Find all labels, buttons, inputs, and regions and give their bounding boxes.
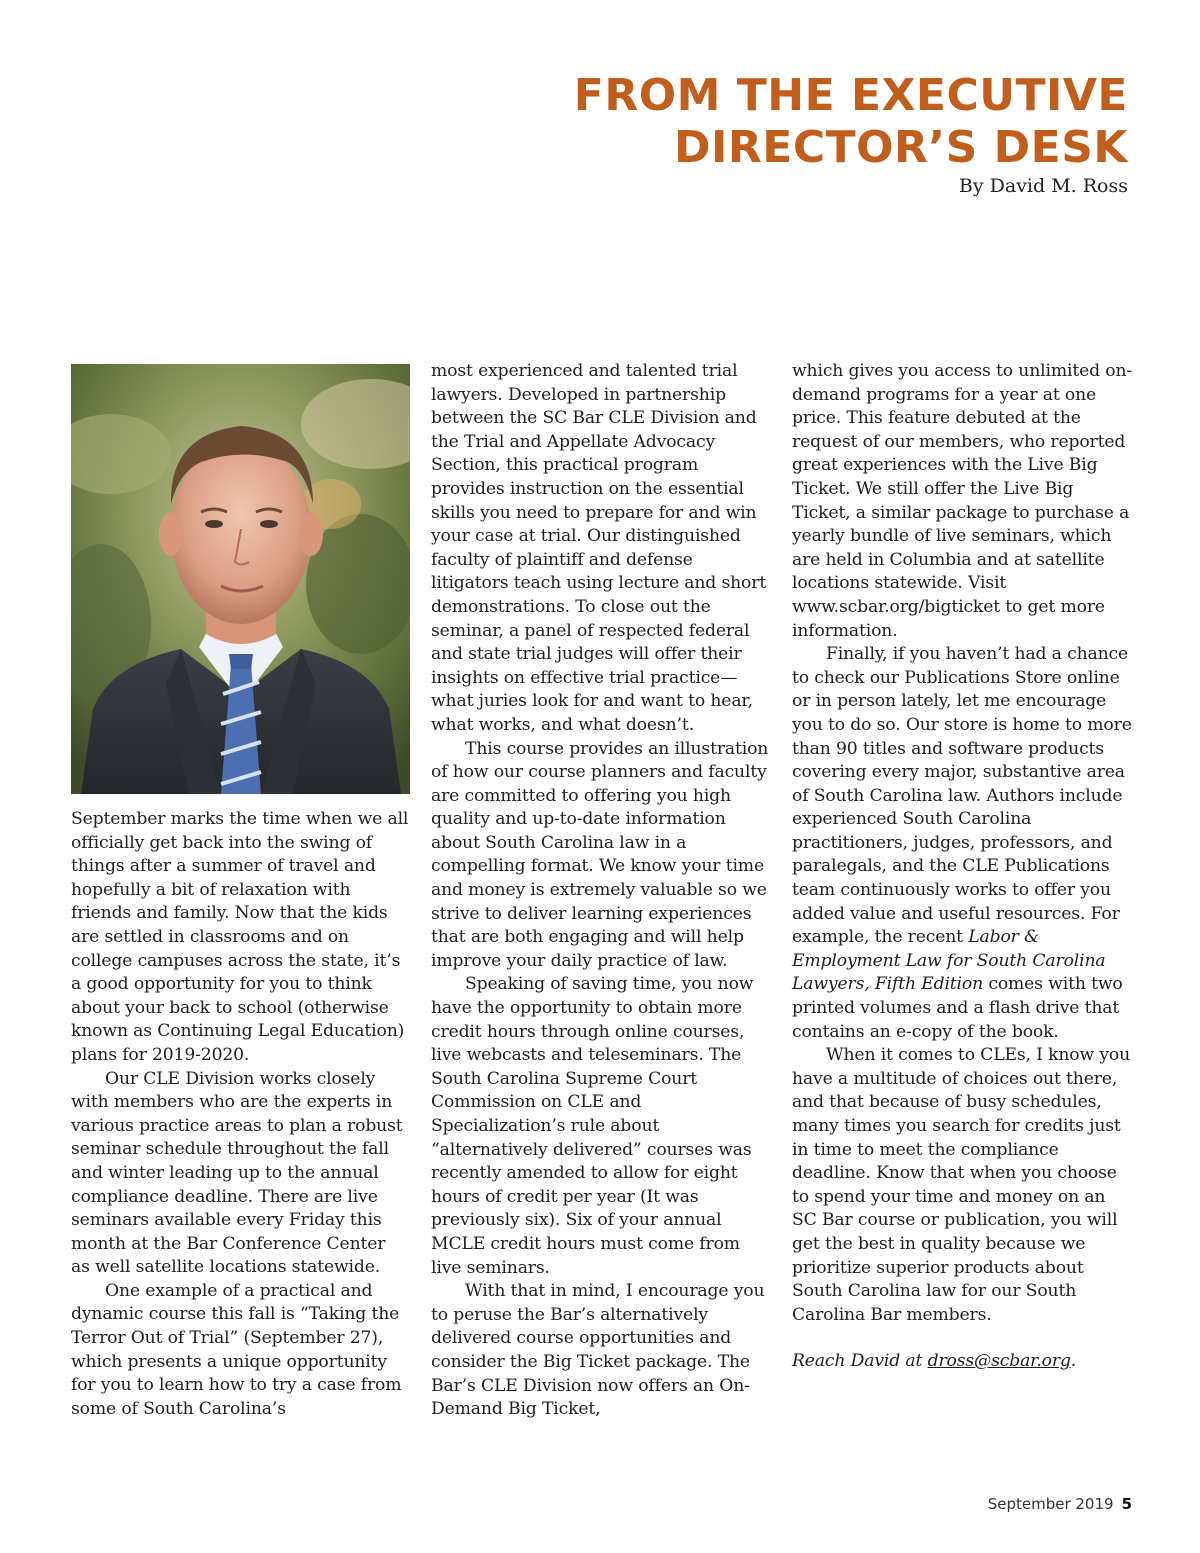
page-footer — [988, 1495, 1132, 1513]
reach-prefix: Reach David at — [792, 1351, 928, 1372]
paragraph — [792, 643, 1134, 1044]
paragraph: With that in mind, I encourage you to peruse the Bar’s alternatively delivered course opportunities and consider the Big Ticket package. The Bar’s CLE Division now offers an On-Demand Big Ticket, — [431, 1281, 765, 1420]
byline: By David M. Ross — [958, 175, 1128, 197]
page-number: 5 — [1121, 1495, 1132, 1513]
paragraph: which gives you access to unlimited on-demand programs for a year at one price. This feature debuted at the request of our members, who reported great experiences with the Live Big Ticket. We still offer the Live Big Ticket, a similar package to purchase a yearly bundle of live seminars, which are held in Columbia and at satellite locations statewide. Visit www.scbar.org/bigticket to get more information. — [792, 361, 1133, 641]
paragraph: One example of a practical and dynamic course this fall is “Taking the Terror Out of Trial” (September 27), which presents a unique opportunity for you to learn how to try a case from some of South Carolina’s — [71, 1280, 402, 1419]
title-line-1: FROM THE EXECUTIVE — [573, 70, 1128, 121]
article-column-3 — [792, 360, 1134, 1374]
paragraph: This course provides an illustration of how our course planners and faculty are committed to offering you high quality and up-to-date information about South Carolina law in a compelling format. We know your time and money is extremely valuable so we strive to deliver learning experiences that are both engaging and will help improve your daily practice of law. — [431, 738, 769, 971]
reach-suffix: . — [1070, 1351, 1077, 1372]
author-photo — [71, 364, 410, 794]
article-column-2 — [431, 360, 773, 1422]
paragraph: Our CLE Division works closely with members who are the experts in various practice areas to plan a robust seminar schedule throughout the fall and winter leading up to the annual compliance deadline. There are live seminars available every Friday this month at the Bar Conference Center as well satellite locations statewide. — [71, 1068, 403, 1278]
paragraph-text: comes with two printed volumes and a flash drive that contains an e-copy of the book. — [792, 974, 1123, 1042]
issue-date: September 2019 — [987, 1495, 1114, 1513]
article-column-1 — [71, 808, 409, 1421]
paragraph: most experienced and talented trial lawyers. Developed in partnership between the SC Bar CLE Division and the Trial and Appellate Advocacy Section, this practical program provides instruction on the essential skills you need to prepare for and win your case at trial. Our distinguished faculty of plaintiff and defense litigators teach using lecture and short demonstrations. To close out the seminar, a panel of respected federal and state trial judges will offer their insights on effective trial practice—what juries look for and want to hear, what works, and what doesn’t. — [431, 361, 767, 735]
email-link[interactable]: dross@scbar.org — [927, 1351, 1071, 1372]
article-header — [574, 70, 1128, 198]
paragraph-text: Finally, if you haven’t had a chance to check our Publications Store online or in person lately, let me encourage you to do so. Our store is home to more than 90 titles and software products covering every major, substantive area of South Carolina law. Authors include experienced South Carolina practitioners, judges, professors, and paralegals, and the CLE Publications team continuously works to offer you added value and useful resources. For example, the recent — [792, 644, 1132, 948]
paragraph: Speaking of saving time, you now have the opportunity to obtain more credit hours through online courses, live webcasts and teleseminars. The South Carolina Supreme Court Commission on CLE and Specialization’s rule about “alternatively delivered” courses was recently amended to allow for eight hours of credit per year (It was previously six). Six of your annual MCLE credit hours must come from live seminars. — [431, 974, 754, 1278]
paragraph: When it comes to CLEs, I know you have a multitude of choices out there, and that because of busy schedules, many times you search for credits just in time to meet the compliance deadline. Know that when you choose to spend your time and money on an SC Bar course or publication, you will get the best in quality because we prioritize superior products about South Carolina law for our South Carolina Bar members. — [792, 1045, 1131, 1325]
book-title: Labor & Employment Law for South Carolina Lawyers, Fifth Edition — [792, 927, 1106, 995]
paragraph: September marks the time when we all officially get back into the swing of things after a summer of travel and hopefully a bit of relaxation with friends and family. Now that the kids are settled in classrooms and on college campuses across the state, it’s a good opportunity for you to think about your back to school (otherwise known as Continuing Legal Education) plans for 2019-2020. — [71, 809, 409, 1065]
contact-line — [792, 1350, 1134, 1374]
title-line-2: DIRECTOR’S DESK — [673, 122, 1128, 173]
